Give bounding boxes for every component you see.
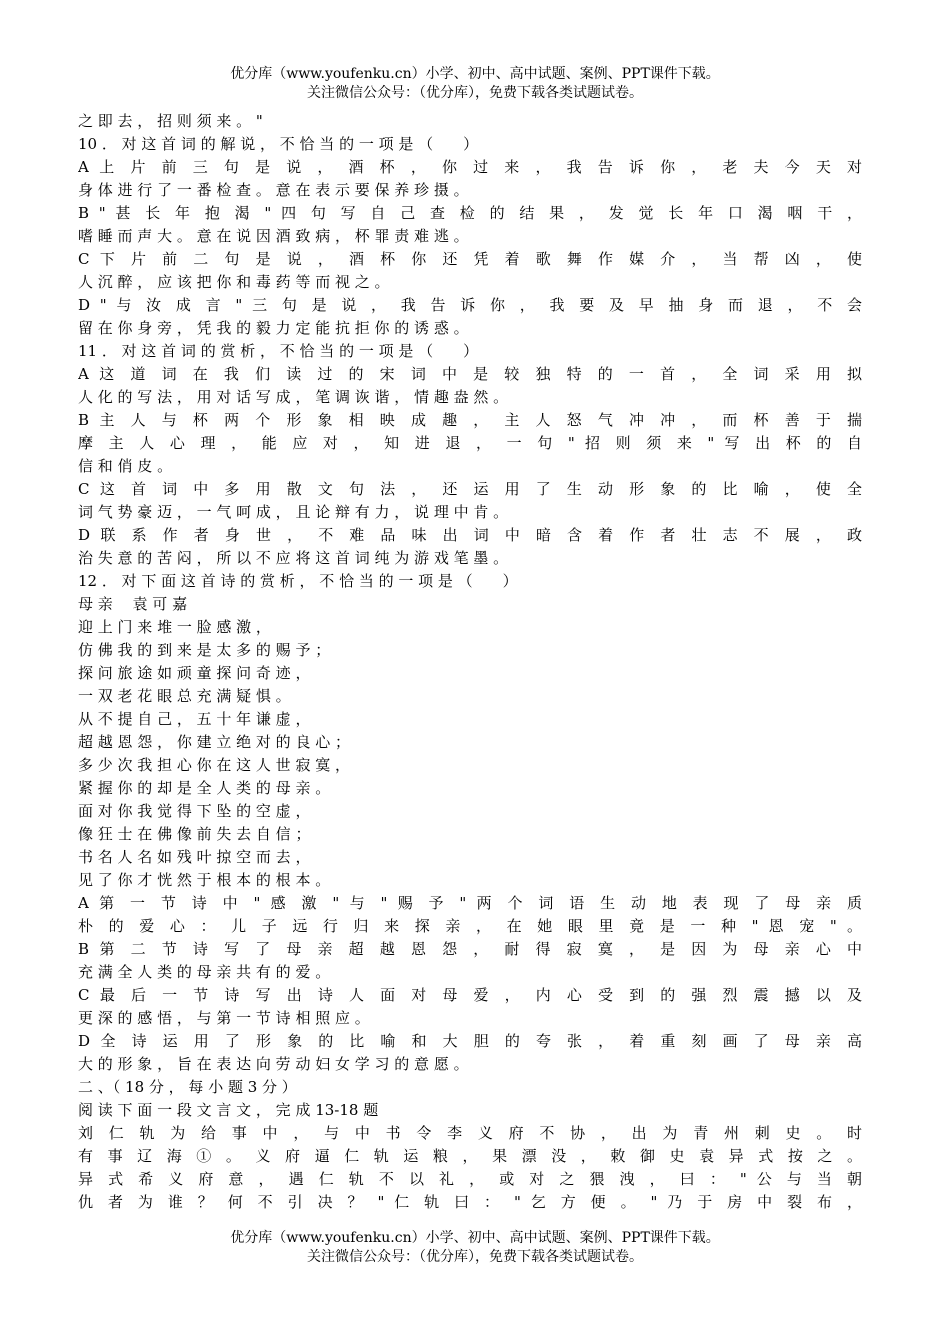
page-header: [0, 65, 950, 103]
text-line: 仇 者 为 谁 ？ 何 不 引 决 ？ " 仁 轨 曰 ： " 乞 方 便 。 " 乃 于 房 中 裂 布 ，: [78, 1193, 862, 1211]
text-line: C 下 片 前 二 句 是 说 ， 酒 杯 你 还 凭 着 歌 舞 作 媒 介 ， 当 帮 凶 ， 使: [78, 250, 862, 268]
text-line: A 上 片 前 三 句 是 说 ， 酒 杯 ， 你 过 来 ， 我 告 诉 你 ， 老 夫 今 天 对: [78, 158, 862, 176]
text-line: 充 满 全 人 类 的 母 亲 共 有 的 爱 。: [78, 963, 331, 981]
text-line: 人 沉 醉 ， 应 该 把 你 和 毒 药 等 而 视 之 。: [78, 273, 390, 291]
text-line: 信 和 俏 皮 。: [78, 457, 173, 475]
text-line: 刘 仁 轨 为 给 事 中 ， 与 中 书 令 李 义 府 不 协 ， 出 为 青 州 刺 史 。 时: [78, 1124, 862, 1142]
text-line: 朴 的 爱 心 ： 儿 子 远 行 归 来 探 亲 ， 在 她 眼 里 竟 是 一 种 " 恩 宠 " 。: [78, 917, 862, 935]
text-line: 留 在 你 身 旁 ， 凭 我 的 毅 力 定 能 抗 拒 你 的 诱 惑 。: [78, 319, 469, 337]
header-line-2: 关注微信公众号：（优分库），免费下载各类试题试卷。: [307, 85, 643, 101]
text-line: A 第 一 节 诗 中 " 感 激 " 与 " 赐 予 " 两 个 词 语 生 动 地 表 现 了 母 亲 质: [78, 894, 862, 912]
text-line: 嗜 睡 而 声 大 。 意 在 说 因 酒 致 病 ， 杯 罪 责 难 逃 。: [78, 227, 469, 245]
text-line: D 全 诗 运 用 了 形 象 的 比 喻 和 大 胆 的 夸 张 ， 着 重 刻 画 了 母 亲 高: [78, 1032, 862, 1050]
text-line: 词 气 势 豪 迈 ， 一 气 呵 成 ， 且 论 辩 有 力 ， 说 理 中 肯 。: [78, 503, 509, 521]
footer-line-1: 优分库（www.youfenku.cn）小学、初中、高中试题、案例、PPT课件下载。: [230, 1230, 720, 1246]
text-line: 12 ． 对 下 面 这 首 诗 的 赏 析 ， 不 恰 当 的 一 项 是 （ ）: [78, 572, 518, 590]
text-line: 摩 主 人 心 理 ， 能 应 对 ， 知 进 退 ， 一 句 " 招 则 须 来 " 写 出 杯 的 自: [78, 434, 862, 452]
text-line: 阅 读 下 面 一 段 文 言 文 ， 完 成 13-18 题: [78, 1101, 379, 1119]
text-line: 面 对 你 我 觉 得 下 坠 的 空 虚 ，: [78, 802, 311, 820]
text-line: 治 失 意 的 苦 闷 ， 所 以 不 应 将 这 首 词 纯 为 游 戏 笔 墨 。: [78, 549, 509, 567]
text-line: D " 与 汝 成 言 " 三 句 是 说 ， 我 告 诉 你 ， 我 要 及 早 抽 身 而 退 ， 不 会: [78, 296, 862, 314]
page-footer: [0, 1229, 950, 1267]
text-line: 从 不 提 自 己 ， 五 十 年 谦 虚 ，: [78, 710, 311, 728]
text-line: 迎 上 门 来 堆 一 脸 感 激 ，: [78, 618, 271, 636]
text-line: 紧 握 你 的 却 是 全 人 类 的 母 亲 。: [78, 779, 331, 797]
text-line: 大 的 形 象 ， 旨 在 表 达 向 劳 动 妇 女 学 习 的 意 愿 。: [78, 1055, 469, 1073]
text-line: 多 少 次 我 担 心 你 在 这 人 世 寂 寞 ，: [78, 756, 350, 774]
text-line: 仿 佛 我 的 到 来 是 太 多 的 赐 予 ；: [78, 641, 331, 659]
text-line: 超 越 恩 怨 ， 你 建 立 绝 对 的 良 心 ；: [78, 733, 350, 751]
text-line: 11 ． 对 这 首 词 的 赏 析 ， 不 恰 当 的 一 项 是 （ ）: [78, 342, 479, 360]
text-line: 二 、（ 18 分 ， 每 小 题 3 分 ）: [78, 1078, 297, 1096]
text-line: C 最 后 一 节 诗 写 出 诗 人 面 对 母 爱 ， 内 心 受 到 的 强 烈 震 撼 以 及: [78, 986, 862, 1004]
text-line: 有 事 辽 海 ① 。 义 府 逼 仁 轨 运 粮 ， 果 漂 没 ， 敕 御 史 袁 异 式 按 之 。: [78, 1147, 862, 1165]
text-line: B 第 二 节 诗 写 了 母 亲 超 越 恩 怨 ， 耐 得 寂 寞 ， 是 因 为 母 亲 心 中: [78, 940, 862, 958]
text-line: 10 ． 对 这 首 词 的 解 说 ， 不 恰 当 的 一 项 是 （ ）: [78, 135, 479, 153]
text-line: 人 化 的 写 法 ， 用 对 话 写 成 ， 笔 调 诙 谐 ， 情 趣 盎 然 。: [78, 388, 509, 406]
text-line: B " 甚 长 年 抱 渴 " 四 句 写 自 己 查 检 的 结 果 ， 发 觉 长 年 口 渴 咽 干 ，: [78, 204, 862, 222]
text-line: 见 了 你 才 恍 然 于 根 本 的 根 本 。: [78, 871, 331, 889]
header-line-1: 优分库（www.youfenku.cn）小学、初中、高中试题、案例、PPT课件下载。: [230, 66, 720, 82]
text-line: 书 名 人 名 如 残 叶 掠 空 而 去 ，: [78, 848, 311, 866]
text-line: 异 式 希 义 府 意 ， 遇 仁 轨 不 以 礼 ， 或 对 之 猥 洩 ， 曰 ： " 公 与 当 朝: [78, 1170, 862, 1188]
text-line: 之 即 去 ， 招 则 须 来 。 ": [78, 112, 263, 130]
text-line: 母 亲 袁 可 嘉: [78, 595, 188, 613]
text-line: 更 深 的 感 悟 ， 与 第 一 节 诗 相 照 应 。: [78, 1009, 370, 1027]
text-line: 像 狂 士 在 佛 像 前 失 去 自 信 ；: [78, 825, 311, 843]
text-line: 一 双 老 花 眼 总 充 满 疑 惧 。: [78, 687, 291, 705]
text-line: D 联 系 作 者 身 世 ， 不 难 品 味 出 词 中 暗 含 着 作 者 壮 志 不 展 ， 政: [78, 526, 862, 544]
text-line: 身 体 进 行 了 一 番 检 查 。 意 在 表 示 要 保 养 珍 摄 。: [78, 181, 469, 199]
footer-line-2: 关注微信公众号：（优分库），免费下载各类试题试卷。: [307, 1249, 643, 1265]
text-line: C 这 首 词 中 多 用 散 文 句 法 ， 还 运 用 了 生 动 形 象 的 比 喻 ， 使 全: [78, 480, 862, 498]
text-line: 探 问 旅 途 如 顽 童 探 问 奇 迹 ，: [78, 664, 311, 682]
text-line: A 这 道 词 在 我 们 读 过 的 宋 词 中 是 较 独 特 的 一 首 ， 全 词 采 用 拟: [78, 365, 862, 383]
text-line: B 主 人 与 杯 两 个 形 象 相 映 成 趣 ， 主 人 怒 气 冲 冲 ， 而 杯 善 于 揣: [78, 411, 862, 429]
document-body: [78, 110, 862, 1214]
